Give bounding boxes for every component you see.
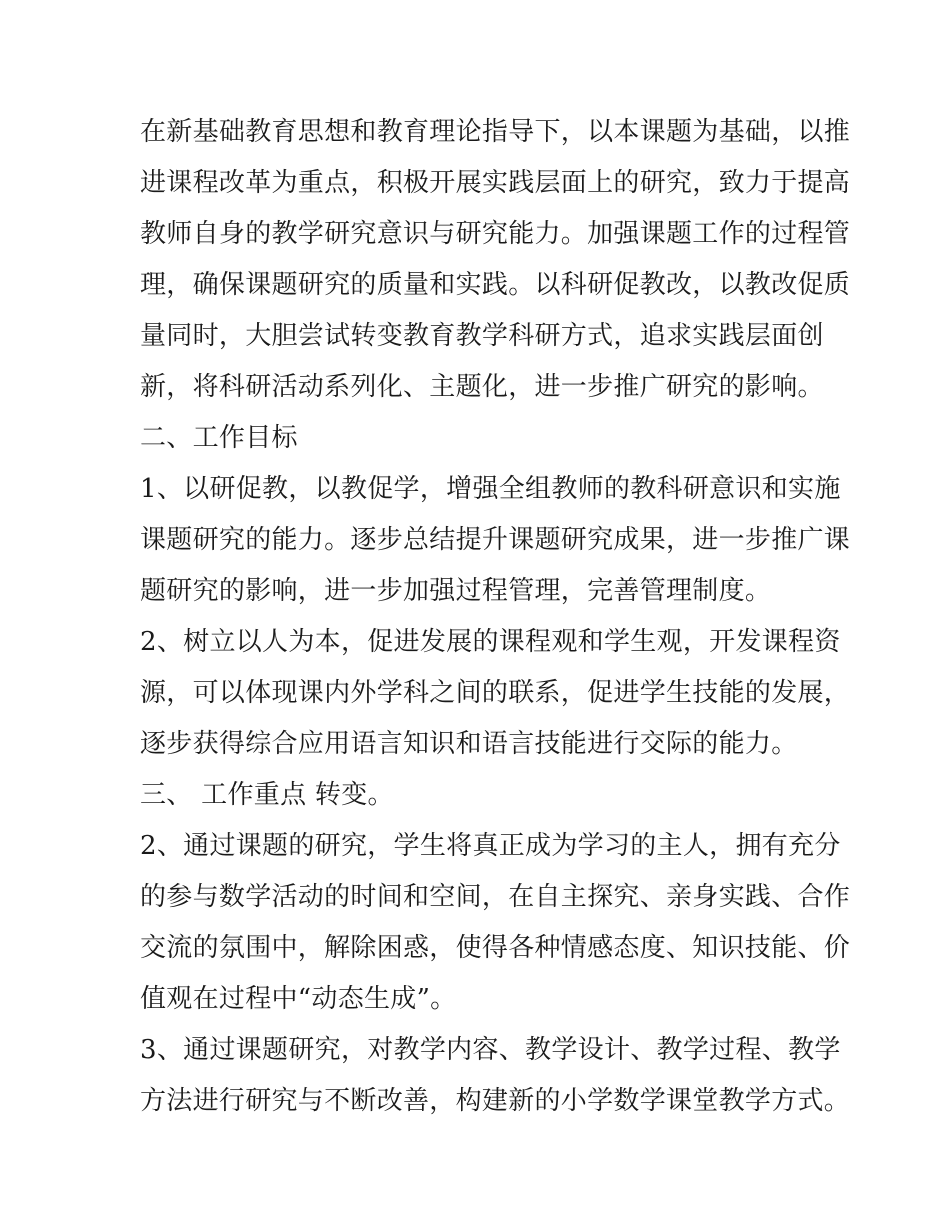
paragraph-line: 的参与数学活动的时间和空间，在自主探究、亲身实践、合作 xyxy=(140,882,851,912)
section-heading: 二、工作目标 xyxy=(140,423,298,453)
section-heading: 三、 工作重点 转变。 xyxy=(140,780,394,810)
paragraph-line: 1、以研促教，以教促学，增强全组教师的教科研意识和实施 xyxy=(140,474,841,504)
paragraph-line: 2、通过课题的研究，学生将真正成为学习的主人，拥有充分 xyxy=(140,831,841,861)
paragraph-line: 进课程改革为重点，积极开展实践层面上的研究，致力于提高 xyxy=(140,168,851,198)
paragraph-line: 理，确保课题研究的质量和实践。以科研促教改，以教改促质 xyxy=(140,270,851,300)
paragraph-line: 逐步获得综合应用语言知识和语言技能进行交际的能力。 xyxy=(140,729,798,759)
paragraph-line: 源，可以体现课内外学科之间的联系，促进学生技能的发展， xyxy=(140,678,851,708)
paragraph-line: 课题研究的能力。逐步总结提升课题研究成果，进一步推广课 xyxy=(140,525,851,555)
paragraph-line: 方法进行研究与不断改善，构建新的小学数学课堂教学方式。 xyxy=(140,1086,851,1116)
paragraph-line: 2、树立以人为本，促进发展的课程观和学生观，开发课程资 xyxy=(140,627,841,657)
document-body xyxy=(140,107,851,1127)
paragraph-line: 教师自身的教学研究意识与研究能力。加强课题工作的过程管 xyxy=(140,219,851,249)
paragraph-line: 题研究的影响，进一步加强过程管理，完善管理制度。 xyxy=(140,576,772,606)
paragraph-line: 3、通过课题研究，对教学内容、教学设计、教学过程、教学 xyxy=(140,1035,841,1065)
paragraph-line: 量同时，大胆尝试转变教育教学科研方式，追求实践层面创 xyxy=(140,321,824,351)
paragraph-line: 新，将科研活动系列化、主题化，进一步推广研究的影响。 xyxy=(140,372,824,402)
paragraph-line: 在新基础教育思想和教育理论指导下，以本课题为基础，以推 xyxy=(140,117,851,147)
paragraph-line: 值观在过程中“动态生成”。 xyxy=(140,984,457,1014)
paragraph-line: 交流的氛围中，解除困惑，使得各种情感态度、知识技能、价 xyxy=(140,933,851,963)
